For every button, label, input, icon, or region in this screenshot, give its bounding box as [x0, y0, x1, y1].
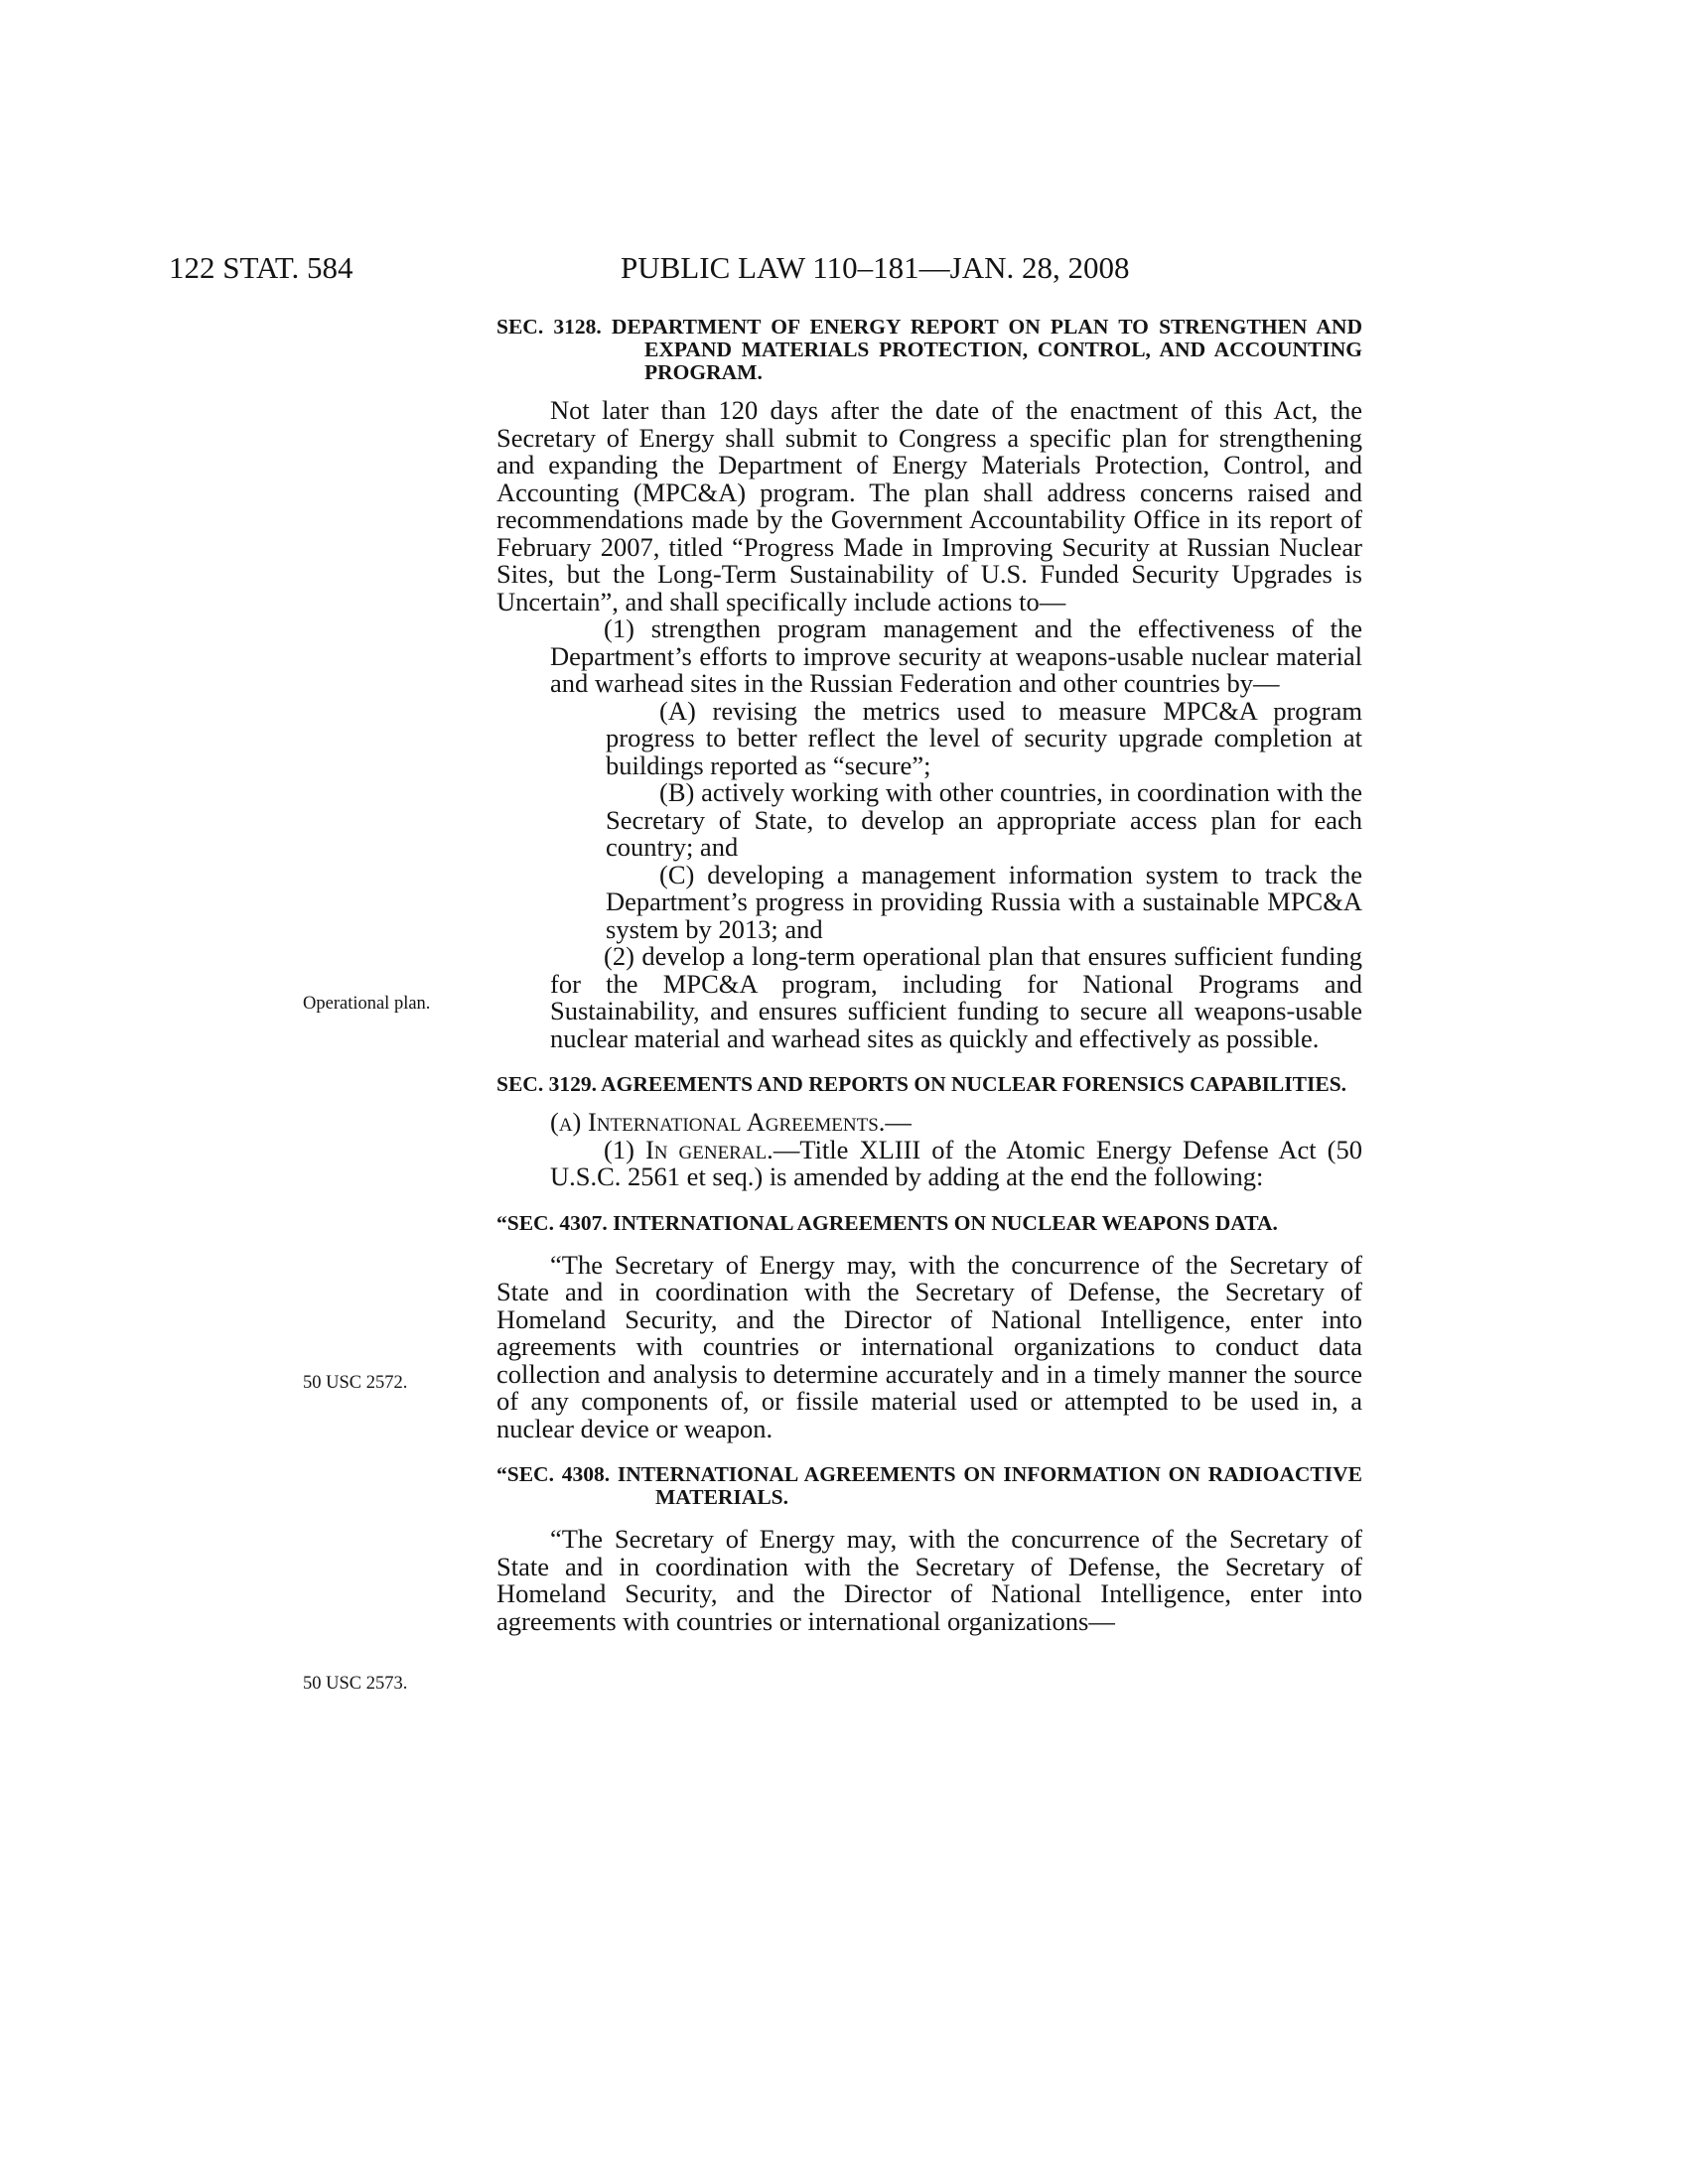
section-3128-item-1b: (B) actively working with other countries, in coordination with the Secretary of State, to develop an appropriate access plan for each country; and — [606, 777, 1362, 862]
section-3128-item-1: (1) strengthen program management and the effectiveness of the Department’s efforts to improve security at weapons-usable nuclear material and warhead sites in the Russian Federation and other countries by— — [550, 614, 1362, 698]
section-3128-item-1c: (C) developing a management information system to track the Department’s progress in providing Russia with a sustainable MPC&A system by 2013; and — [606, 859, 1362, 944]
section-3128-item-1a: (A) revising the metrics used to measure MPC&A program progress to better reflect the level of security upgrade completion at buildings reported as “secure”; — [606, 695, 1362, 780]
paragraph-a1-text: —Title XLIII of the Atomic Energy Defense Act (50 U.S.C. 2561 et seq.) is amended by adding at the end the following: — [550, 1134, 1362, 1191]
main-text-column — [496, 316, 1362, 1635]
page-header — [169, 250, 1211, 294]
section-4307-heading: “SEC. 4307. INTERNATIONAL AGREEMENTS ON NUCLEAR WEAPONS DATA. — [496, 1210, 1278, 1235]
stat-citation: 122 STAT. 584 — [169, 250, 353, 285]
public-law-title: PUBLIC LAW 110–181—JAN. 28, 2008 — [621, 250, 1130, 285]
section-4308-heading: “SEC. 4308. INTERNATIONAL AGREEMENTS ON INFORMATION ON RADIOACTIVE MATERIALS. — [496, 1462, 1362, 1509]
section-3128-item-2: (2) develop a long-term operational plan that ensures sufficient funding for the MPC&A program, including for National Programs and Sustainability, and ensures sufficient funding to secure all weapons-usable nuclear material and warhead sites as quickly and effectively as possible. — [550, 941, 1362, 1053]
subsection-a-label — [496, 1109, 1362, 1137]
margin-note-usc-2572: 50 USC 2572. — [303, 1373, 408, 1393]
paragraph-a1 — [496, 1134, 1362, 1191]
paragraph-a1-label: (1) In general. — [604, 1134, 774, 1164]
margin-note-operational-plan: Operational plan. — [303, 994, 431, 1014]
section-3129-heading: SEC. 3129. AGREEMENTS AND REPORTS ON NUCLEAR FORENSICS CAPABILITIES. — [496, 1072, 1347, 1096]
subsection-a-label-text: (a) International Agreements.— — [550, 1107, 912, 1137]
section-3128-heading: SEC. 3128. DEPARTMENT OF ENERGY REPORT ON PLAN TO STRENGTHEN AND EXPAND MATERIALS PROTECTION, CONTROL, AND ACCOUNTING PROGRAM. — [496, 315, 1362, 384]
section-3128-intro: Not later than 120 days after the date of the enactment of this Act, the Secretary of Energy shall submit to Congress a specific plan for strengthening and expanding the Department of Energy Materials Protection, Control, and Accounting (MPC&A) program. The plan shall address concerns raised and recommendations made by the Government Accountability Office in its report of February 2007, titled “Progress Made in Improving Security at Russian Nuclear Sites, but the Long-Term Sustainability of U.S. Funded Security Upgrades is Uncertain”, and shall specifically include actions to— — [496, 395, 1362, 616]
margin-note-usc-2573: 50 USC 2573. — [303, 1674, 408, 1694]
section-4307-text: “The Secretary of Energy may, with the concurrence of the Secretary of State and in coordination with the Secretary of Defense, the Secretary of Homeland Security, and the Director of National Intelligence, enter into agreements with countries or international organizations to conduct data collection and analysis to determine accurately and in a timely manner the source of any components of, or fissile material used or attempted to be used in, a nuclear device or weapon. — [496, 1249, 1362, 1443]
section-4308-text: “The Secretary of Energy may, with the concurrence of the Secretary of State and in coordination with the Secretary of Defense, the Secretary of Homeland Security, and the Director of National Intelligence, enter into agreements with countries or international organizations— — [496, 1524, 1362, 1636]
